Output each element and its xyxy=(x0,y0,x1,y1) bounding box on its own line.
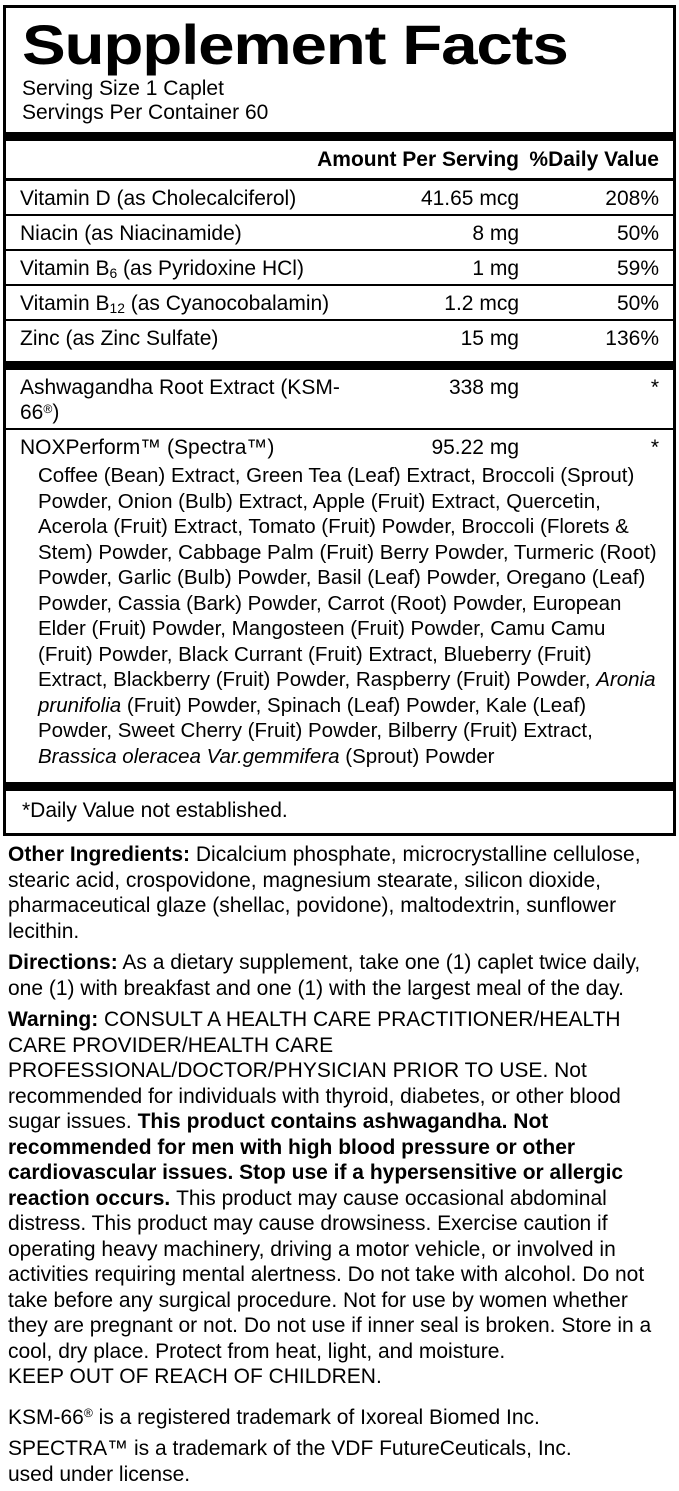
nutrient-amount: 41.65 mcg xyxy=(420,187,519,211)
thick-divider-bottom xyxy=(6,782,673,791)
nutrient-name: Niacin (as Niacinamide) xyxy=(20,222,242,246)
nutrient-daily-value: 208% xyxy=(605,187,659,211)
nutrient-name: Vitamin D (as Cholecalciferol) xyxy=(20,187,297,211)
nutrient-amount: 338 mg xyxy=(448,376,519,400)
warning-paragraph xyxy=(8,1007,673,1364)
servings-per-container: Servings Per Container 60 xyxy=(22,101,269,125)
daily-value-footnote: *Daily Value not established. xyxy=(22,799,288,823)
nutrient-row-niacin xyxy=(20,216,659,249)
nutrient-row-zinc xyxy=(20,321,659,354)
panel-title: Supplement Facts xyxy=(22,13,568,76)
nutrient-amount: 15 mg xyxy=(460,327,519,351)
nutrient-name: NOXPerform™ (Spectra™) xyxy=(20,436,275,460)
nutrient-name: Zinc (as Zinc Sulfate) xyxy=(20,327,219,351)
other-ingredients-paragraph xyxy=(8,842,673,944)
spectra-trademark-line: SPECTRA™ is a trademark of the VDF FutureCeuticals, Inc. xyxy=(8,1437,572,1461)
thick-divider-middle xyxy=(6,361,673,370)
directions-label: Directions: xyxy=(8,951,118,975)
thick-divider-top xyxy=(6,132,673,141)
warning-label: Warning: xyxy=(8,1008,99,1032)
table-header-row xyxy=(20,141,659,176)
nutrient-row-noxperform xyxy=(20,430,659,463)
nutrient-daily-value: 50% xyxy=(616,292,659,316)
supplement-label xyxy=(0,5,679,1491)
directions-text: As a dietary supplement, take one (1) caplet twice daily, one (1) with breakfast and one (1) with the largest meal of the day. xyxy=(8,951,641,1000)
nutrient-amount: 1.2 mcg xyxy=(444,292,519,316)
supplement-facts-panel xyxy=(3,5,676,836)
nutrient-daily-value: 136% xyxy=(605,327,659,351)
nutrient-row-ashwagandha xyxy=(20,370,659,428)
keep-out-line: KEEP OUT OF REACH OF CHILDREN. xyxy=(8,1365,382,1389)
ksm-trademark-line: KSM-66® is a registered trademark of Ixoreal Biomed Inc. xyxy=(8,1405,540,1429)
nutrient-name: Vitamin $B_6$ (as Pyridoxine HCl) xyxy=(20,257,304,282)
warning-text: CONSULT A HEALTH CARE PRACTITIONER/HEALTH CARE PROVIDER/HEALTH CARE PROFESSIONAL/DOCTOR/PHYSICIAN PRIOR TO USE. Not recommended for individuals with thyroid, diabetes, or other blood sugar issues. This product contains ashwagandha. Not recommended for men with high blood pressure or other cardiovascular issues. Stop use if a hypersensitive or allergic reaction occurs. This product may cause occasional abdominal distress. This product may cause drowsiness. Exercise caution if operating heavy machinery, driving a motor vehicle, or involved in activities requiring mental alertness. Do not take with alcohol. Do not take before any surgical procedure. Not for use by women whether they are pregnant or not. Do not use if inner seal is broken. Store in a cool, dry place. Protect from heat, light, and moisture. xyxy=(8,1008,652,1363)
nutrient-amount: 8 mg xyxy=(472,222,519,246)
nutrient-row-vitamin-b6 xyxy=(20,251,659,284)
nutrient-name: Vitamin $B_{12}$ (as Cyanocobalamin) xyxy=(20,292,330,317)
spectra-trademark-line-2: used under license. xyxy=(8,1462,191,1486)
nutrient-daily-value: * xyxy=(650,376,659,400)
nutrient-daily-value: * xyxy=(650,436,659,460)
nutrient-row-vitamin-b12 xyxy=(20,286,659,319)
other-ingredients-label: Other Ingredients: xyxy=(8,843,191,867)
column-header-daily-value: %Daily Value xyxy=(529,148,659,172)
directions-paragraph xyxy=(8,950,673,1001)
nutrient-name: Ashwagandha Root Extract (KSM-66®) xyxy=(20,376,340,425)
serving-size: Serving Size 1 Caplet xyxy=(22,77,224,101)
nutrient-row-vitamin-d xyxy=(20,181,659,214)
nutrient-daily-value: 50% xyxy=(616,222,659,246)
nutrient-daily-value: 59% xyxy=(616,257,659,281)
proprietary-blend-ingredients: Coffee (Bean) Extract, Green Tea (Leaf) Extract, Broccoli (Sprout) Powder, Onion (Bulb) Extract, Apple (Fruit) Extract, Quercetin, Acerola (Fruit) Extract, Tomato (Fruit) Powder, Broccoli (Florets & Stem) Powder, Cabbage Palm (Fruit) Berry Powder, Turmeric (Root) Powder, Garlic (Bulb) Powder, Basil (Leaf) Powder, Oregano (Leaf) Powder, Cassia (Bark) Powder, Carrot (Root) Powder, European Elder (Fruit) Powder, Mangosteen (Fruit) Powder, Camu Camu (Fruit) Powder, Black Currant (Fruit) Extract, Blueberry (Fruit) Extract, Blackberry (Fruit) Powder, Raspberry (Fruit) Powder, Aronia prunifolia (Fruit) Powder, Spinach (Leaf) Powder, Kale (Leaf) Powder, Sweet Cherry (Fruit) Powder, Bilberry (Fruit) Extract, Brassica oleracea Var.gemmifera (Sprout) Powder xyxy=(38,464,657,768)
column-header-amount: Amount Per Serving xyxy=(317,148,519,172)
nutrient-amount: 95.22 mg xyxy=(431,436,519,460)
other-ingredients-text: Dicalcium phosphate, microcrystalline cellulose, stearic acid, crospovidone, magnesium stearate, silicon dioxide, pharmaceutical glaze (shellac, povidone), maltodextrin, sunflower lecithin. xyxy=(8,843,641,943)
nutrient-amount: 1 mg xyxy=(472,257,519,281)
